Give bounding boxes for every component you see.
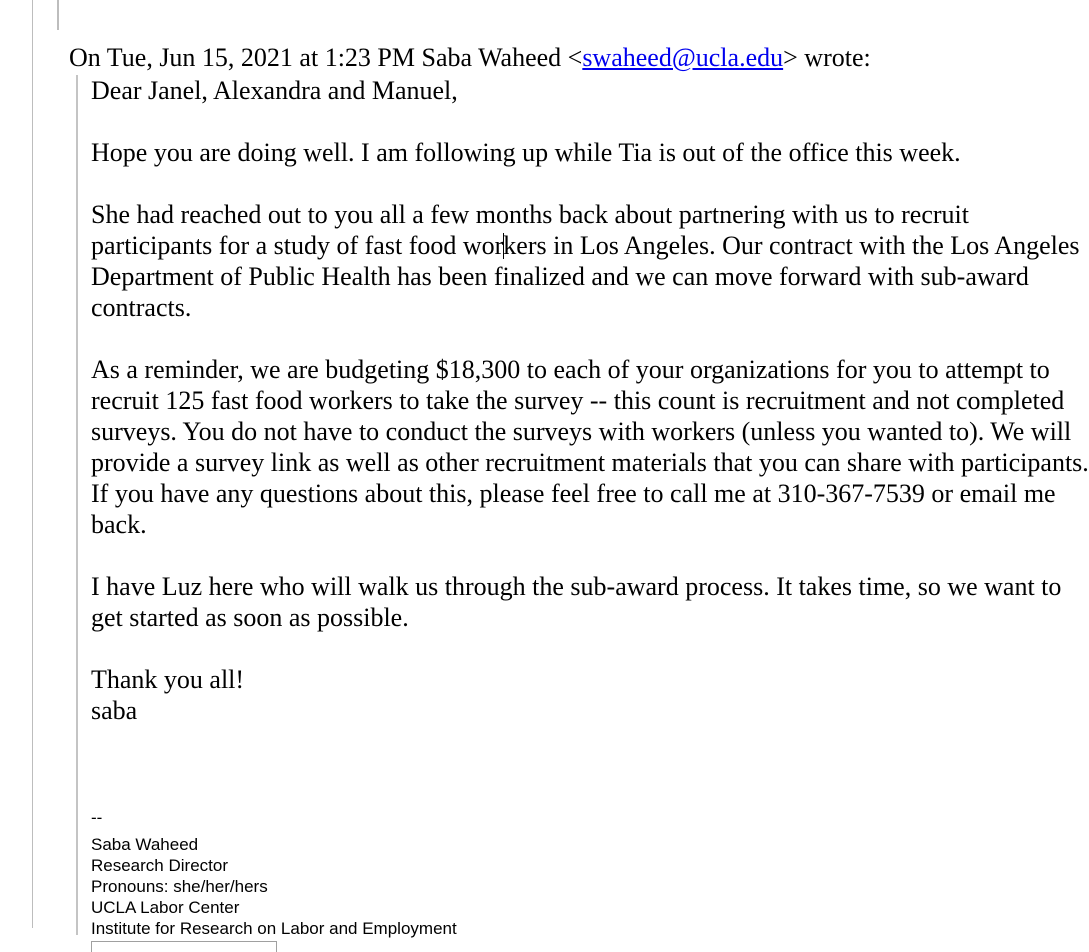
signature-title: Research Director [91, 856, 228, 875]
signature-org: UCLA Labor Center [91, 898, 240, 917]
paragraph-2 [91, 199, 1089, 323]
paragraph-4: I have Luz here who will walk us through the sub-award process. It takes time, so we want to get started as soon as possible. [91, 572, 1062, 632]
sender-short-name: saba [91, 696, 138, 725]
signature-pronouns: Pronouns: she/her/hers [91, 877, 268, 896]
outer-quote-rule-2 [57, 0, 59, 30]
paragraph-3: As a reminder, we are budgeting $18,300 to each of your organizations for you to attempt to recruit 125 fast food workers to take the survey -- this count is recruitment and not completed surveys. You do not have to conduct the surveys with workers (unless you wanted to). We will provide a survey link as well as other recruitment materials that you can share with participants. If you have any questions about this, please feel free to call me at 310-367-7539 or email me back. [91, 355, 1089, 539]
message-body [91, 75, 1089, 726]
closing: Thank you all! [91, 665, 245, 694]
quote-attribution [69, 42, 871, 73]
paragraph-2-part-a: She had reached out to you all a few months back about partnering with us to recruit participants for a study of fast food wor [91, 200, 969, 260]
paragraph-1: Hope you are doing well. I am following up while Tia is out of the office this week. [91, 138, 961, 167]
greeting: Dear Janel, Alexandra and Manuel, [91, 76, 458, 105]
signature-separator: -- [91, 808, 103, 827]
sender-email-link[interactable]: swaheed@ucla.edu [582, 43, 784, 72]
attribution-prefix: On Tue, Jun 15, 2021 at 1:23 PM Saba Waheed < [69, 43, 583, 72]
signature-block [91, 834, 1089, 952]
attribution-suffix: > wrote: [783, 43, 871, 72]
spacer [91, 726, 1089, 788]
quoted-message [76, 75, 1089, 938]
signature-image-placeholder [91, 941, 277, 952]
outer-quote-rule [32, 0, 33, 928]
paragraph-2-part-b: kers in Los Angeles. Our contract with the Los Angeles Department of Public Health has been finalized and we can move forward with sub-award contracts. [91, 231, 1080, 322]
signature-institute: Institute for Research on Labor and Employment [91, 919, 457, 938]
signature-name: Saba Waheed [91, 835, 199, 854]
